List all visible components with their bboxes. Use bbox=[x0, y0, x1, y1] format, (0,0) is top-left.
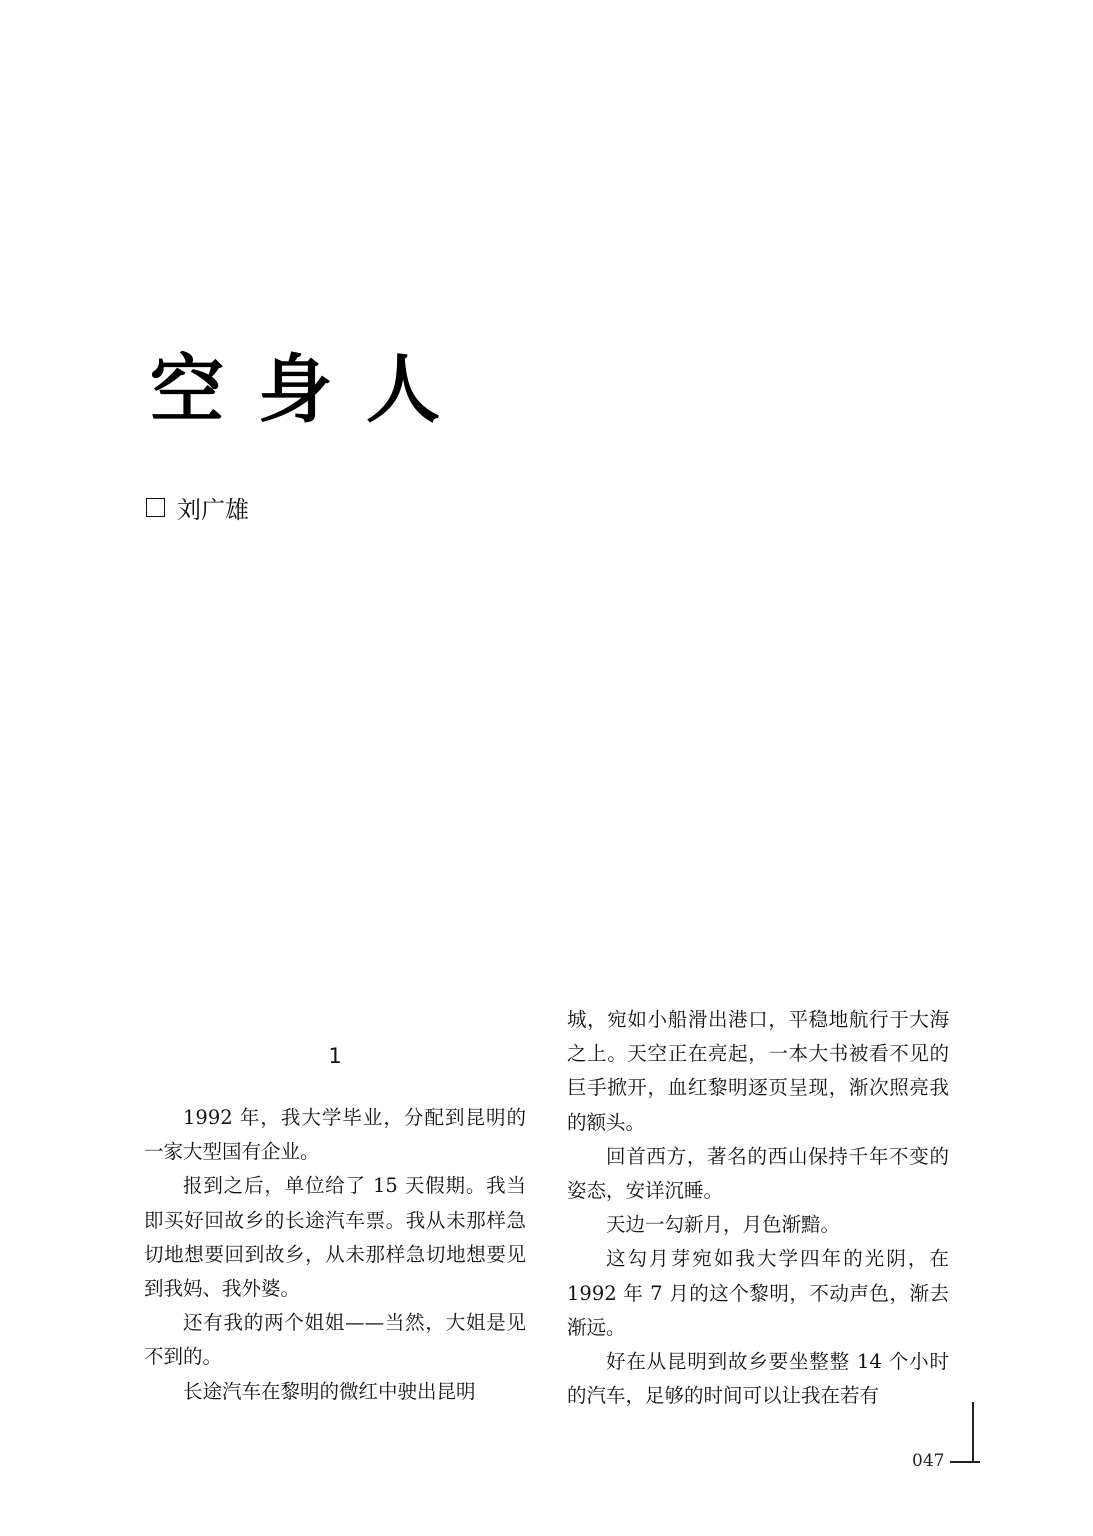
paragraph: 回首西方，著名的西山保持千年不变的姿态，安详沉睡。 bbox=[567, 1144, 949, 1203]
section-number: 1 bbox=[328, 1044, 342, 1068]
page-number: 047 bbox=[912, 1451, 945, 1471]
page-marker-vertical-rule bbox=[972, 1402, 974, 1462]
paragraph: 好在从昆明到故乡要坐整整 14 个小时的汽车，足够的时间可以让我在若有 bbox=[567, 1350, 949, 1408]
byline bbox=[146, 490, 249, 524]
square-icon bbox=[146, 498, 165, 517]
paragraph: 长途汽车在黎明的微红中驶出昆明 bbox=[183, 1379, 476, 1403]
paragraph: 还有我的两个姐姐——当然，大姐是见不到的。 bbox=[144, 1311, 526, 1369]
paragraph-continued: 城，宛如小船滑出港口，平稳地航行于大海之上。天空正在亮起，一本大书被看不见的巨手掀开，血红黎明逐页呈现，渐次照亮我的额头。 bbox=[567, 1008, 949, 1134]
page-marker-horizontal-rule bbox=[950, 1461, 980, 1463]
left-column bbox=[144, 1101, 526, 1409]
author-name: 刘广雄 bbox=[177, 495, 249, 524]
article-title: 空身人 bbox=[150, 347, 474, 433]
paragraph: 1992 年，我大学毕业，分配到昆明的一家大型国有企业。 bbox=[144, 1106, 526, 1164]
paragraph: 报到之后，单位给了 15 天假期。我当即买好回故乡的长途汽车票。我从未那样急切地想要回到故乡，从未那样急切地想要见到我妈、我外婆。 bbox=[144, 1174, 526, 1301]
right-column bbox=[567, 1003, 949, 1413]
paragraph: 天边一勾新月，月色渐黯。 bbox=[606, 1213, 841, 1237]
paragraph: 这勾月芽宛如我大学四年的光阴，在 1992 年 7 月的这个黎明，不动声色，渐去渐远。 bbox=[567, 1247, 949, 1339]
